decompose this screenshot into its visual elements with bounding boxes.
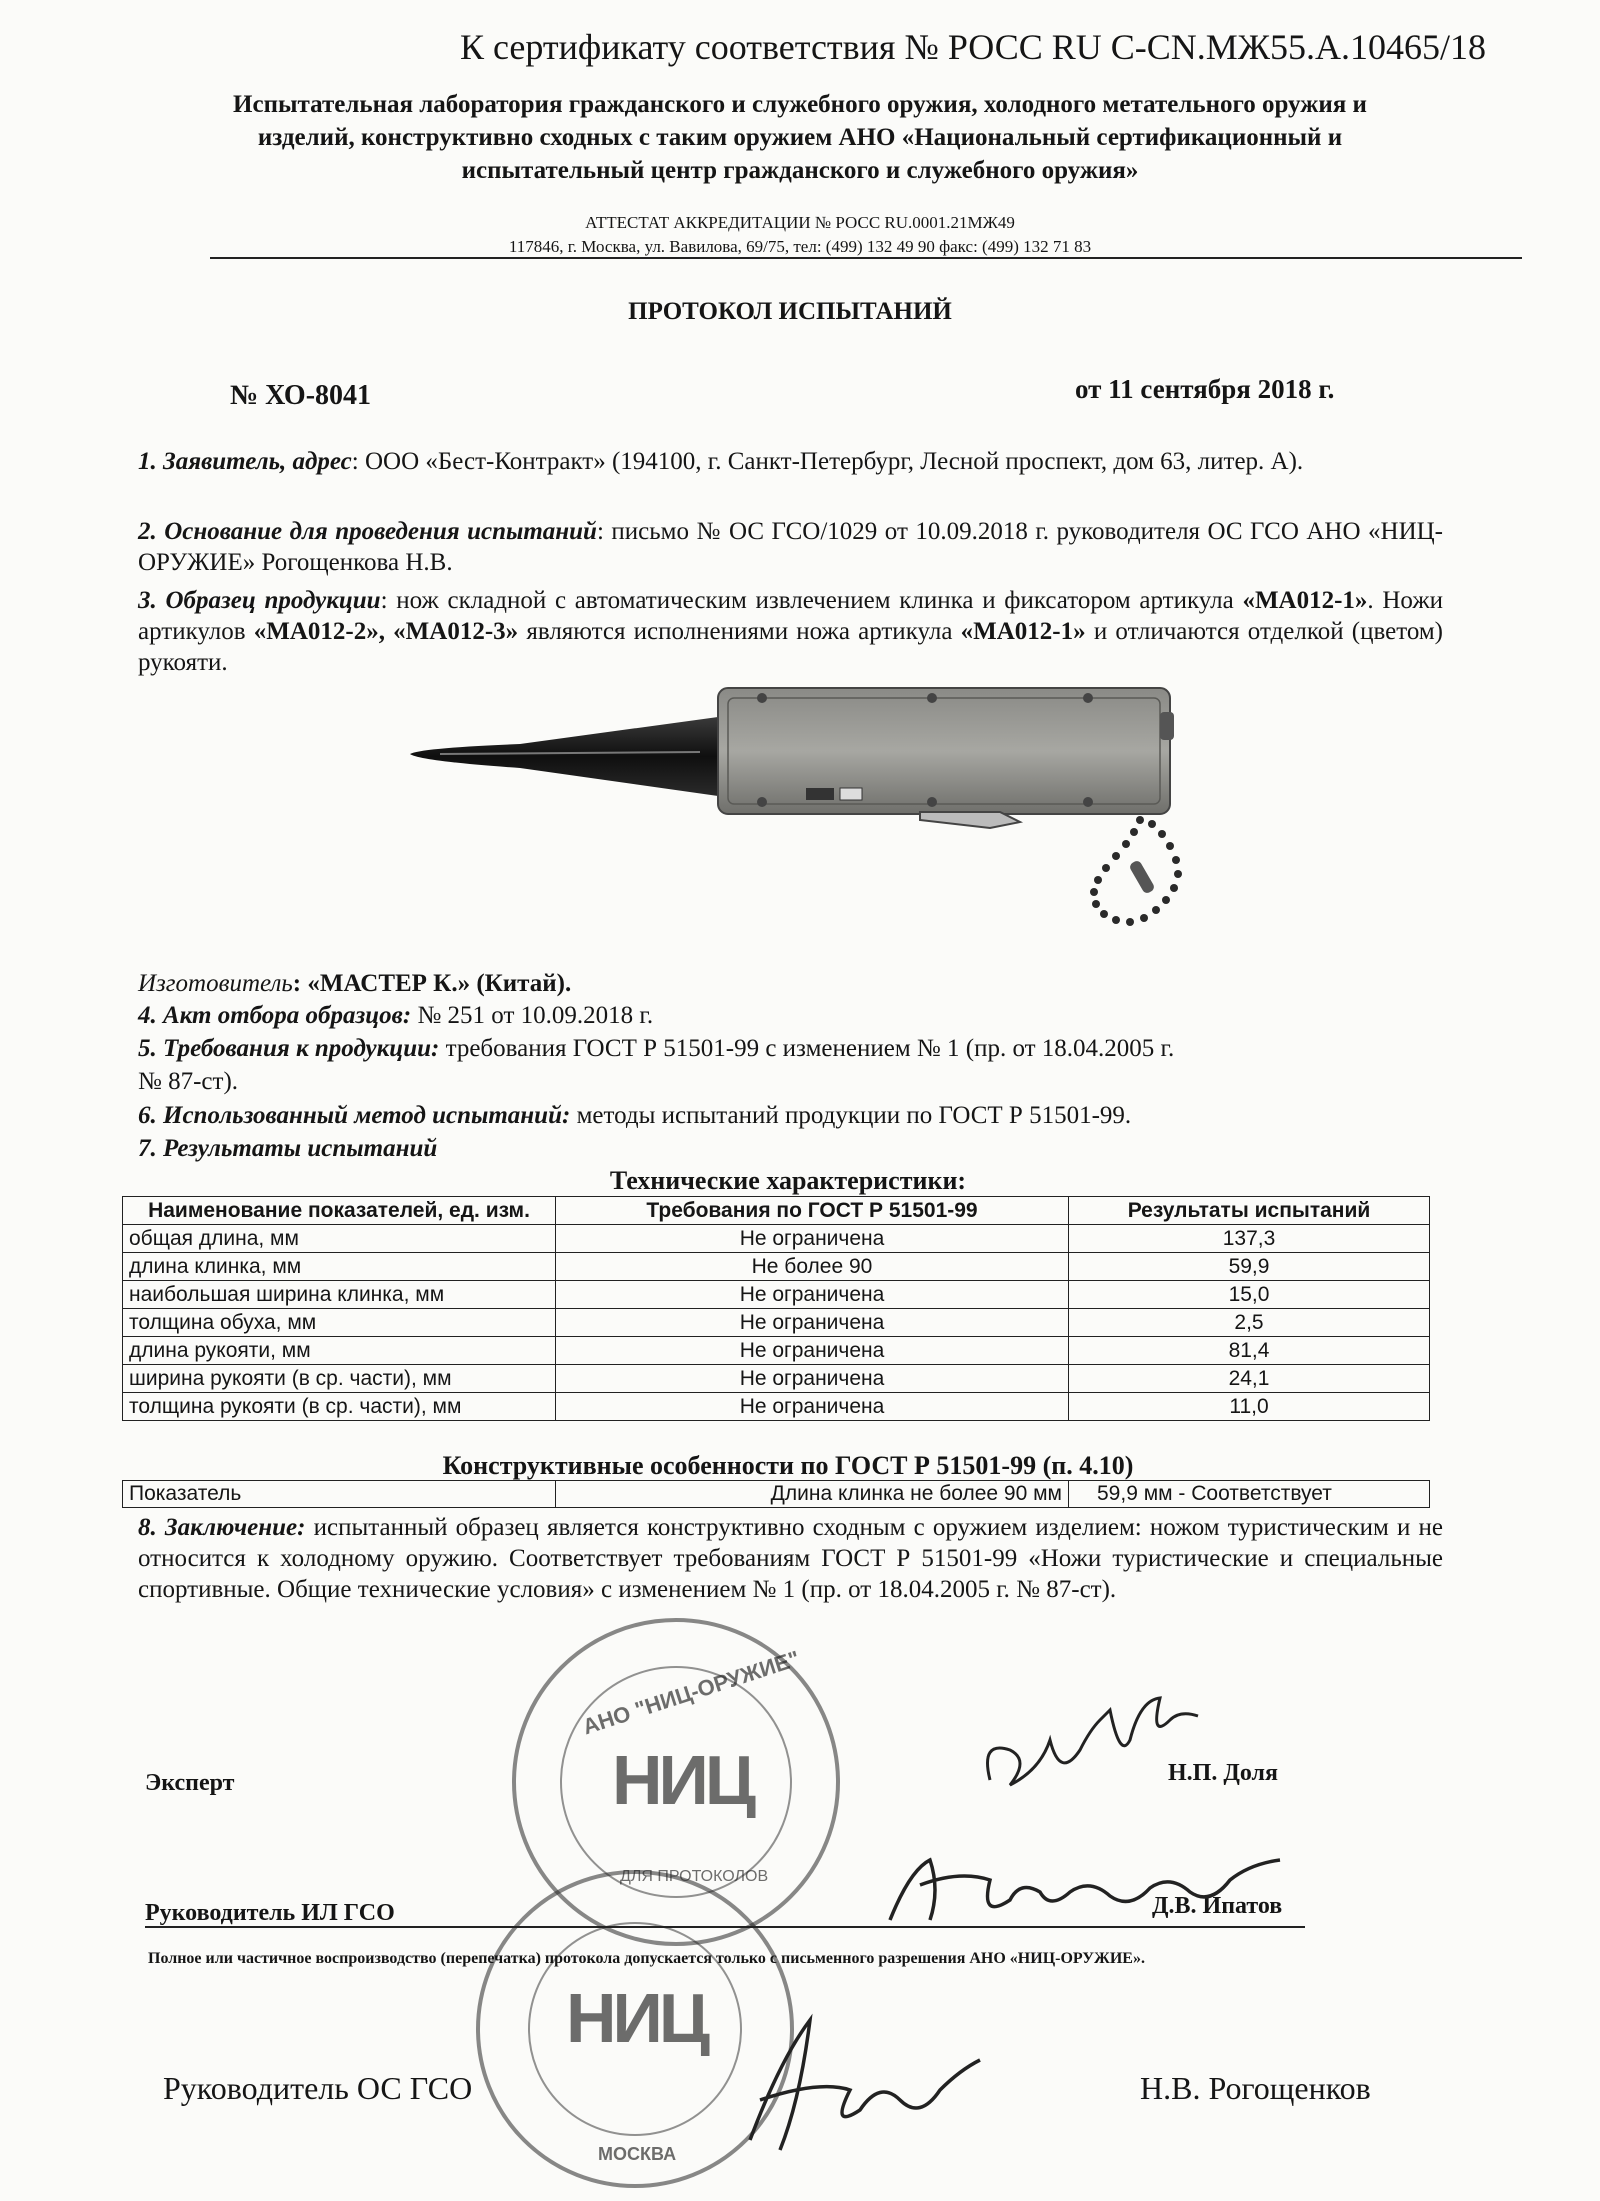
protocol-number: № ХО-8041 [230, 380, 372, 411]
expert-signature [970, 1680, 1210, 1810]
sampling-act-label: 4. Акт отбора образцов: [138, 1002, 412, 1029]
cell-requirement: Не ограничена [556, 1281, 1069, 1309]
head-role: Руководитель ИЛ ГСО [145, 1900, 395, 1926]
head-name: Д.В. Ипатов [1152, 1893, 1283, 1919]
table-row [123, 1365, 1430, 1393]
protocol-title: ПРОТОКОЛ ИСПЫТАНИЙ [628, 298, 952, 325]
cell-result: 15,0 [1069, 1281, 1430, 1309]
item-manufacturer [138, 968, 571, 999]
table-row [123, 1393, 1430, 1421]
item-sample-text-a: : нож складной с автоматическим извлечением клинка и фиксатором артикула [380, 587, 1243, 614]
column-header-result: Результаты испытаний [1069, 1197, 1430, 1225]
table-row [123, 1225, 1430, 1253]
requirements-label: 5. Требования к продукции: [138, 1035, 440, 1062]
results-label: 7. Результаты испытаний [138, 1135, 438, 1162]
item-basis-text: : письмо № ОС ГСО/1029 от 10.09.2018 г. руководителя ОС ГСО АНО «НИЦ-ОРУЖИЕ» Рогощенкова Н.В. [138, 518, 1443, 576]
footer-note: Полное или частичное воспроизводство (перепечатка) протокола допускается только с письменного разрешения АНО «НИЦ-ОРУЖИЕ». [148, 1950, 1145, 1967]
cell-parameter: ширина рукояти (в ср. части), мм [123, 1365, 556, 1393]
os-signature [720, 2000, 1000, 2170]
seal-for-protocols: ДЛЯ ПРОТОКОЛОВ [620, 1868, 769, 1885]
item-sample-text-d: и отличаются отделкой (цветом) рукояти. [138, 618, 1444, 676]
table-row [123, 1281, 1430, 1309]
cell-result: 59,9 [1069, 1253, 1430, 1281]
cell-result: 137,3 [1069, 1225, 1430, 1253]
knife-image [400, 660, 1220, 960]
cell-result: 11,0 [1069, 1393, 1430, 1421]
features-caption: Конструктивные особенности по ГОСТ Р 51501-99 (п. 4.10) [442, 1451, 1134, 1480]
feature-result: 59,9 мм - Соответствует [1069, 1481, 1430, 1508]
cell-parameter: длина клинка, мм [123, 1253, 556, 1281]
tech-characteristics-table [122, 1196, 1430, 1421]
cell-result: 2,5 [1069, 1309, 1430, 1337]
accreditation-block [330, 211, 1270, 259]
item-results [138, 1133, 437, 1164]
column-header-requirement: Требования по ГОСТ Р 51501-99 [556, 1197, 1069, 1225]
feature-requirement: Длина клинка не более 90 мм [556, 1481, 1069, 1508]
expert-name: Н.П. Доля [1168, 1760, 1278, 1786]
article-1: «МА012-1» [1242, 587, 1368, 614]
protocol-date: от 11 сентября 2018 г. [1075, 374, 1335, 404]
cell-result: 24,1 [1069, 1365, 1430, 1393]
seal-city: МОСКВА [598, 2144, 677, 2164]
item-requirements-cont: № 87-ст). [138, 1068, 239, 1095]
cell-result: 81,4 [1069, 1337, 1430, 1365]
head-signature [870, 1830, 1290, 1940]
item-basis-label: 2. Основание для проведения испытаний [138, 518, 597, 545]
item-sampling-act [138, 1000, 653, 1031]
cell-parameter: толщина обуха, мм [123, 1309, 556, 1337]
article-1-repeat: «МА012-1» [960, 618, 1086, 645]
accreditation-number: АТТЕСТАТ АККРЕДИТАЦИИ № РОСС RU.0001.21МЖ49 [585, 213, 1015, 232]
laboratory-name [150, 88, 1450, 187]
item-applicant [138, 446, 1443, 477]
item-sample-text-c: являются исполнениями ножа артикула [518, 618, 961, 645]
cell-parameter: длина рукояти, мм [123, 1337, 556, 1365]
seal-org-text: АНО "НИЦ-ОРУЖИЕ" [579, 1645, 803, 1740]
item-sample-text-b: . Ножи артикулов [138, 587, 1443, 645]
expert-role: Эксперт [145, 1770, 235, 1796]
table-header-row [123, 1197, 1430, 1225]
item-basis [138, 516, 1443, 578]
os-role: Руководитель ОС ГСО [163, 2070, 473, 2106]
conclusion-text: испытанный образец является конструктивно сходным с оружием изделием: ножом туристическим и не относится к холодному оружию. Соответствует требованиям ГОСТ Р 51501-99 «Ножи туристические и специальные спортивные. Общие технические условия» с изменением № 1 (пр. от 18.04.2005 г. № 87-ст). [138, 1514, 1443, 1603]
manufacturer-label: Изготовитель [138, 970, 293, 997]
requirements-text: требования ГОСТ Р 51501-99 с изменением № 1 (пр. от 18.04.2005 г. [439, 1035, 1175, 1062]
lab-address: 117846, г. Москва, ул. Вавилова, 69/75, тел: (499) 132 49 90 факс: (499) 132 71 83 [508, 237, 1092, 256]
seal-monogram: НИЦ [612, 1741, 752, 1819]
feature-indicator: Показатель [123, 1481, 556, 1508]
certificate-reference: К сертификату соответствия № РОСС RU С-CN.МЖ55.А.10465/18 [460, 27, 1487, 67]
table-row [123, 1481, 1430, 1508]
cell-requirement: Не ограничена [556, 1393, 1069, 1421]
table-row [123, 1337, 1430, 1365]
cell-requirement: Не ограничена [556, 1309, 1069, 1337]
cell-requirement: Не ограничена [556, 1337, 1069, 1365]
item-requirements [138, 1033, 1174, 1064]
os-name: Н.В. Рогощенков [1140, 2070, 1371, 2106]
cell-requirement: Не ограничена [556, 1365, 1069, 1393]
sampling-act-text: № 251 от 10.09.2018 г. [411, 1002, 654, 1029]
item-method [138, 1100, 1131, 1131]
conclusion-label: 8. Заключение: [138, 1514, 306, 1541]
item-sample-label: 3. Образец продукции [138, 587, 381, 614]
cell-parameter: общая длина, мм [123, 1225, 556, 1253]
item-applicant-text: : ООО «Бест-Контракт» (194100, г. Санкт-Петербург, Лесной проспект, дом 63, литер. А). [351, 448, 1304, 475]
method-label: 6. Использованный метод испытаний: [138, 1102, 571, 1129]
lab-line-2: изделий, конструктивно сходных с таким оружием АНО «Национальный сертификационный и [257, 124, 1343, 151]
cell-requirement: Не более 90 [556, 1253, 1069, 1281]
cell-parameter: толщина рукояти (в ср. части), мм [123, 1393, 556, 1421]
cell-parameter: наибольшая ширина клинка, мм [123, 1281, 556, 1309]
table-row [123, 1309, 1430, 1337]
cell-requirement: Не ограничена [556, 1225, 1069, 1253]
article-2-3: «МА012-2», «МА012-3» [253, 618, 519, 645]
method-text: методы испытаний продукции по ГОСТ Р 51501-99. [570, 1102, 1132, 1129]
features-table [122, 1480, 1430, 1508]
item-applicant-label: 1. Заявитель, адрес [138, 448, 352, 475]
header-divider [210, 257, 1522, 259]
tech-table-caption: Технические характеристики: [609, 1166, 967, 1195]
seal-monogram-lower: НИЦ [566, 1979, 706, 2057]
manufacturer-text: : «МАСТЕР К.» (Китай). [292, 970, 572, 997]
lab-line-1: Испытательная лаборатория гражданского и служебного оружия, холодного метательного оружия и [233, 91, 1367, 118]
column-header-parameter: Наименование показателей, ед. изм. [123, 1197, 556, 1225]
table-row [123, 1253, 1430, 1281]
conclusion [138, 1512, 1443, 1605]
lab-line-3: испытательный центр гражданского и служебного оружия» [461, 157, 1139, 184]
